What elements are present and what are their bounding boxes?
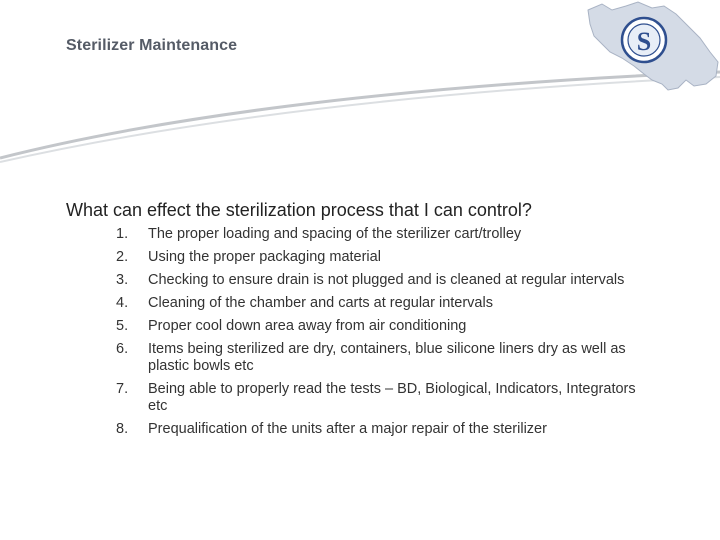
numbered-list [116, 226, 636, 444]
item-number: 1. [116, 226, 129, 242]
item-text: Items being sterilized are dry, containers, blue silicone liners dry as well as plastic bowls etc [148, 341, 626, 374]
item-number: 4. [116, 295, 129, 311]
item-text: Prequalification of the units after a major repair of the sterilizer [148, 421, 547, 437]
page-title: Sterilizer Maintenance [66, 37, 238, 54]
list-item [116, 341, 636, 375]
item-text: Cleaning of the chamber and carts at regular intervals [148, 295, 493, 311]
item-number: 7. [116, 381, 129, 397]
item-number: 5. [116, 318, 129, 334]
list-item [116, 249, 636, 266]
list-item [116, 421, 636, 438]
item-number: 8. [116, 421, 129, 437]
item-text: Checking to ensure drain is not plugged and is cleaned at regular intervals [148, 272, 625, 288]
item-number: 6. [116, 341, 129, 357]
item-text: The proper loading and spacing of the sterilizer cart/trolley [148, 226, 522, 242]
list-item [116, 295, 636, 312]
item-number: 3. [116, 272, 129, 288]
seal-letter: S [636, 27, 652, 56]
list-item [116, 318, 636, 335]
item-text: Using the proper packaging material [148, 249, 381, 265]
question-heading: What can effect the sterilization process that I can control? [66, 200, 532, 220]
item-text: Proper cool down area away from air conditioning [148, 318, 467, 334]
list-item [116, 272, 636, 289]
list-item [116, 226, 636, 243]
ontario-map-seal-logo [582, 0, 720, 92]
item-number: 2. [116, 249, 129, 265]
item-text: Being able to properly read the tests – BD, Biological, Indicators, Integrators etc [148, 381, 636, 414]
list-item [116, 381, 636, 415]
